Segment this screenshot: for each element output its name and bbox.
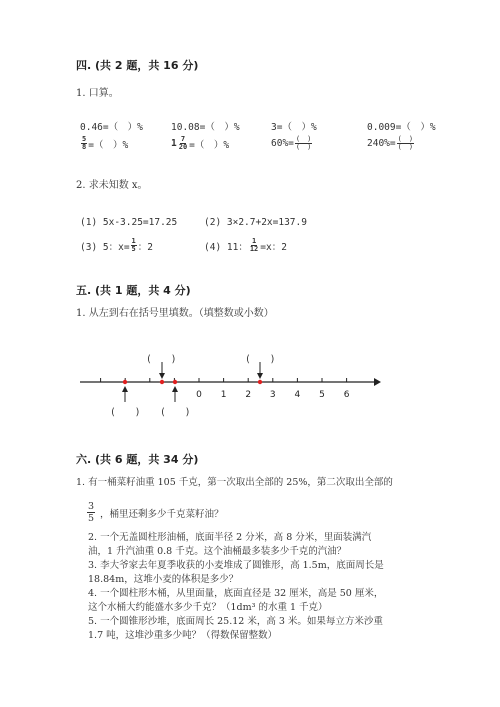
question-6-4: 4. 一个圆柱形木桶，从里面量，底面直径是 32 厘米，高是 50 厘米，这个水桶大约能盛水多少千克？（1dm³ 的水重 1 千克） (88, 588, 384, 613)
fraction: $\frac{1}{12}$ (249, 237, 259, 253)
point-a (123, 380, 127, 384)
calc-5: $\frac{5}{8}$ =（ ）% (82, 135, 129, 151)
tick-label: 6 (343, 390, 350, 400)
question-6-3: 3. 李大爷家去年夏季收获的小麦堆成了圆锥形，高 1.5m，底面周长是 18.84m，这堆小麦的体积是多少？ (88, 560, 384, 585)
question-6-1: 1. 有一桶菜籽油重 105 千克，第一次取出全部的 25%，第二次取出全部的 (76, 477, 393, 488)
number-line-ticks (101, 378, 347, 382)
blank-top-1[interactable]: ( ) (146, 354, 177, 365)
question-6-1-continued: $\frac{3}{5}$ ，桶里还剩多少千克菜籽油？ (88, 501, 224, 524)
arrow-up-a-head (122, 386, 128, 392)
equation-1: (1) 5x-3.25=17.25 (80, 217, 178, 228)
question-4-2-label: 2. 求未知数 x。 (76, 180, 148, 191)
fraction: $\frac{7}{20}$ (178, 135, 188, 151)
calc-6: 1 $\frac{7}{20}$ =（ ）% (171, 135, 230, 151)
arrow-up-c-head (172, 386, 178, 392)
tick-label: 1 (220, 390, 227, 400)
tick-label: 4 (294, 390, 301, 400)
fraction: $\frac{5}{8}$ (82, 135, 87, 151)
fraction: $\frac{3}{5}$ (88, 501, 95, 524)
fraction: $\frac{1}{5}$ (131, 237, 136, 253)
question-5-1-label: 1. 从左到右在括号里填数。（填整数或小数） (76, 308, 274, 319)
arrow-down-d-head (257, 373, 263, 379)
fraction: $\frac{( )}{( )}$ (397, 135, 414, 151)
calc-4: 0.009=（ ）% (367, 122, 436, 133)
point-c (173, 380, 177, 384)
section-5-title: 五. (共 1 题，共 4 分) (76, 284, 191, 297)
number-line-tick-labels (196, 390, 350, 400)
point-d (258, 380, 262, 384)
section-4-title: 四. (共 2 题，共 16 分) (76, 59, 199, 72)
calc-1: 0.46=（ ）% (80, 122, 143, 133)
equation-3: (3) 5：x= $\frac{1}{5}$ ：2 (80, 237, 153, 253)
blank-top-2[interactable]: ( ) (245, 354, 276, 365)
fraction: $\frac{( )}{( )}$ (295, 135, 312, 151)
point-b (160, 380, 164, 384)
equation-2: (2) 3×2.7+2x=137.9 (204, 217, 307, 228)
tick-label: 3 (269, 390, 276, 400)
calc-2: 10.08=（ ）% (171, 122, 240, 133)
calc-8: 240%= $\frac{( )}{( )}$ (367, 135, 414, 151)
equation-4: (4) 11： $\frac{1}{12}$ =x：2 (204, 237, 287, 253)
calc-7: 60%= $\frac{( )}{( )}$ (271, 135, 312, 151)
calc-3: 3=（ ）% (271, 122, 317, 133)
question-6-5: 5. 一个圆锥形沙堆，底面周长 25.12 米，高 3 米。如果每立方米沙重 1.7 吨，这堆沙重多少吨？（得数保留整数） (88, 616, 383, 641)
tick-label: 2 (245, 390, 252, 400)
blank-bottom-1[interactable]: ( ) (110, 407, 141, 418)
number-line-arrowhead (374, 378, 381, 386)
question-6-2: 2. 一个无盖圆柱形油桶，底面半径 2 分米，高 8 分米，里面装满汽油，1 升汽油重 0.8 千克。这个油桶最多装多少千克的汽油？ (88, 532, 372, 557)
blank-bottom-2[interactable]: ( ) (160, 407, 191, 418)
arrow-down-b-head (159, 373, 165, 379)
question-4-1-label: 1. 口算。 (76, 88, 119, 99)
tick-label: 5 (319, 390, 325, 400)
section-6-title: 六. (共 6 题，共 34 分) (76, 453, 199, 466)
tick-label: 0 (196, 390, 202, 400)
